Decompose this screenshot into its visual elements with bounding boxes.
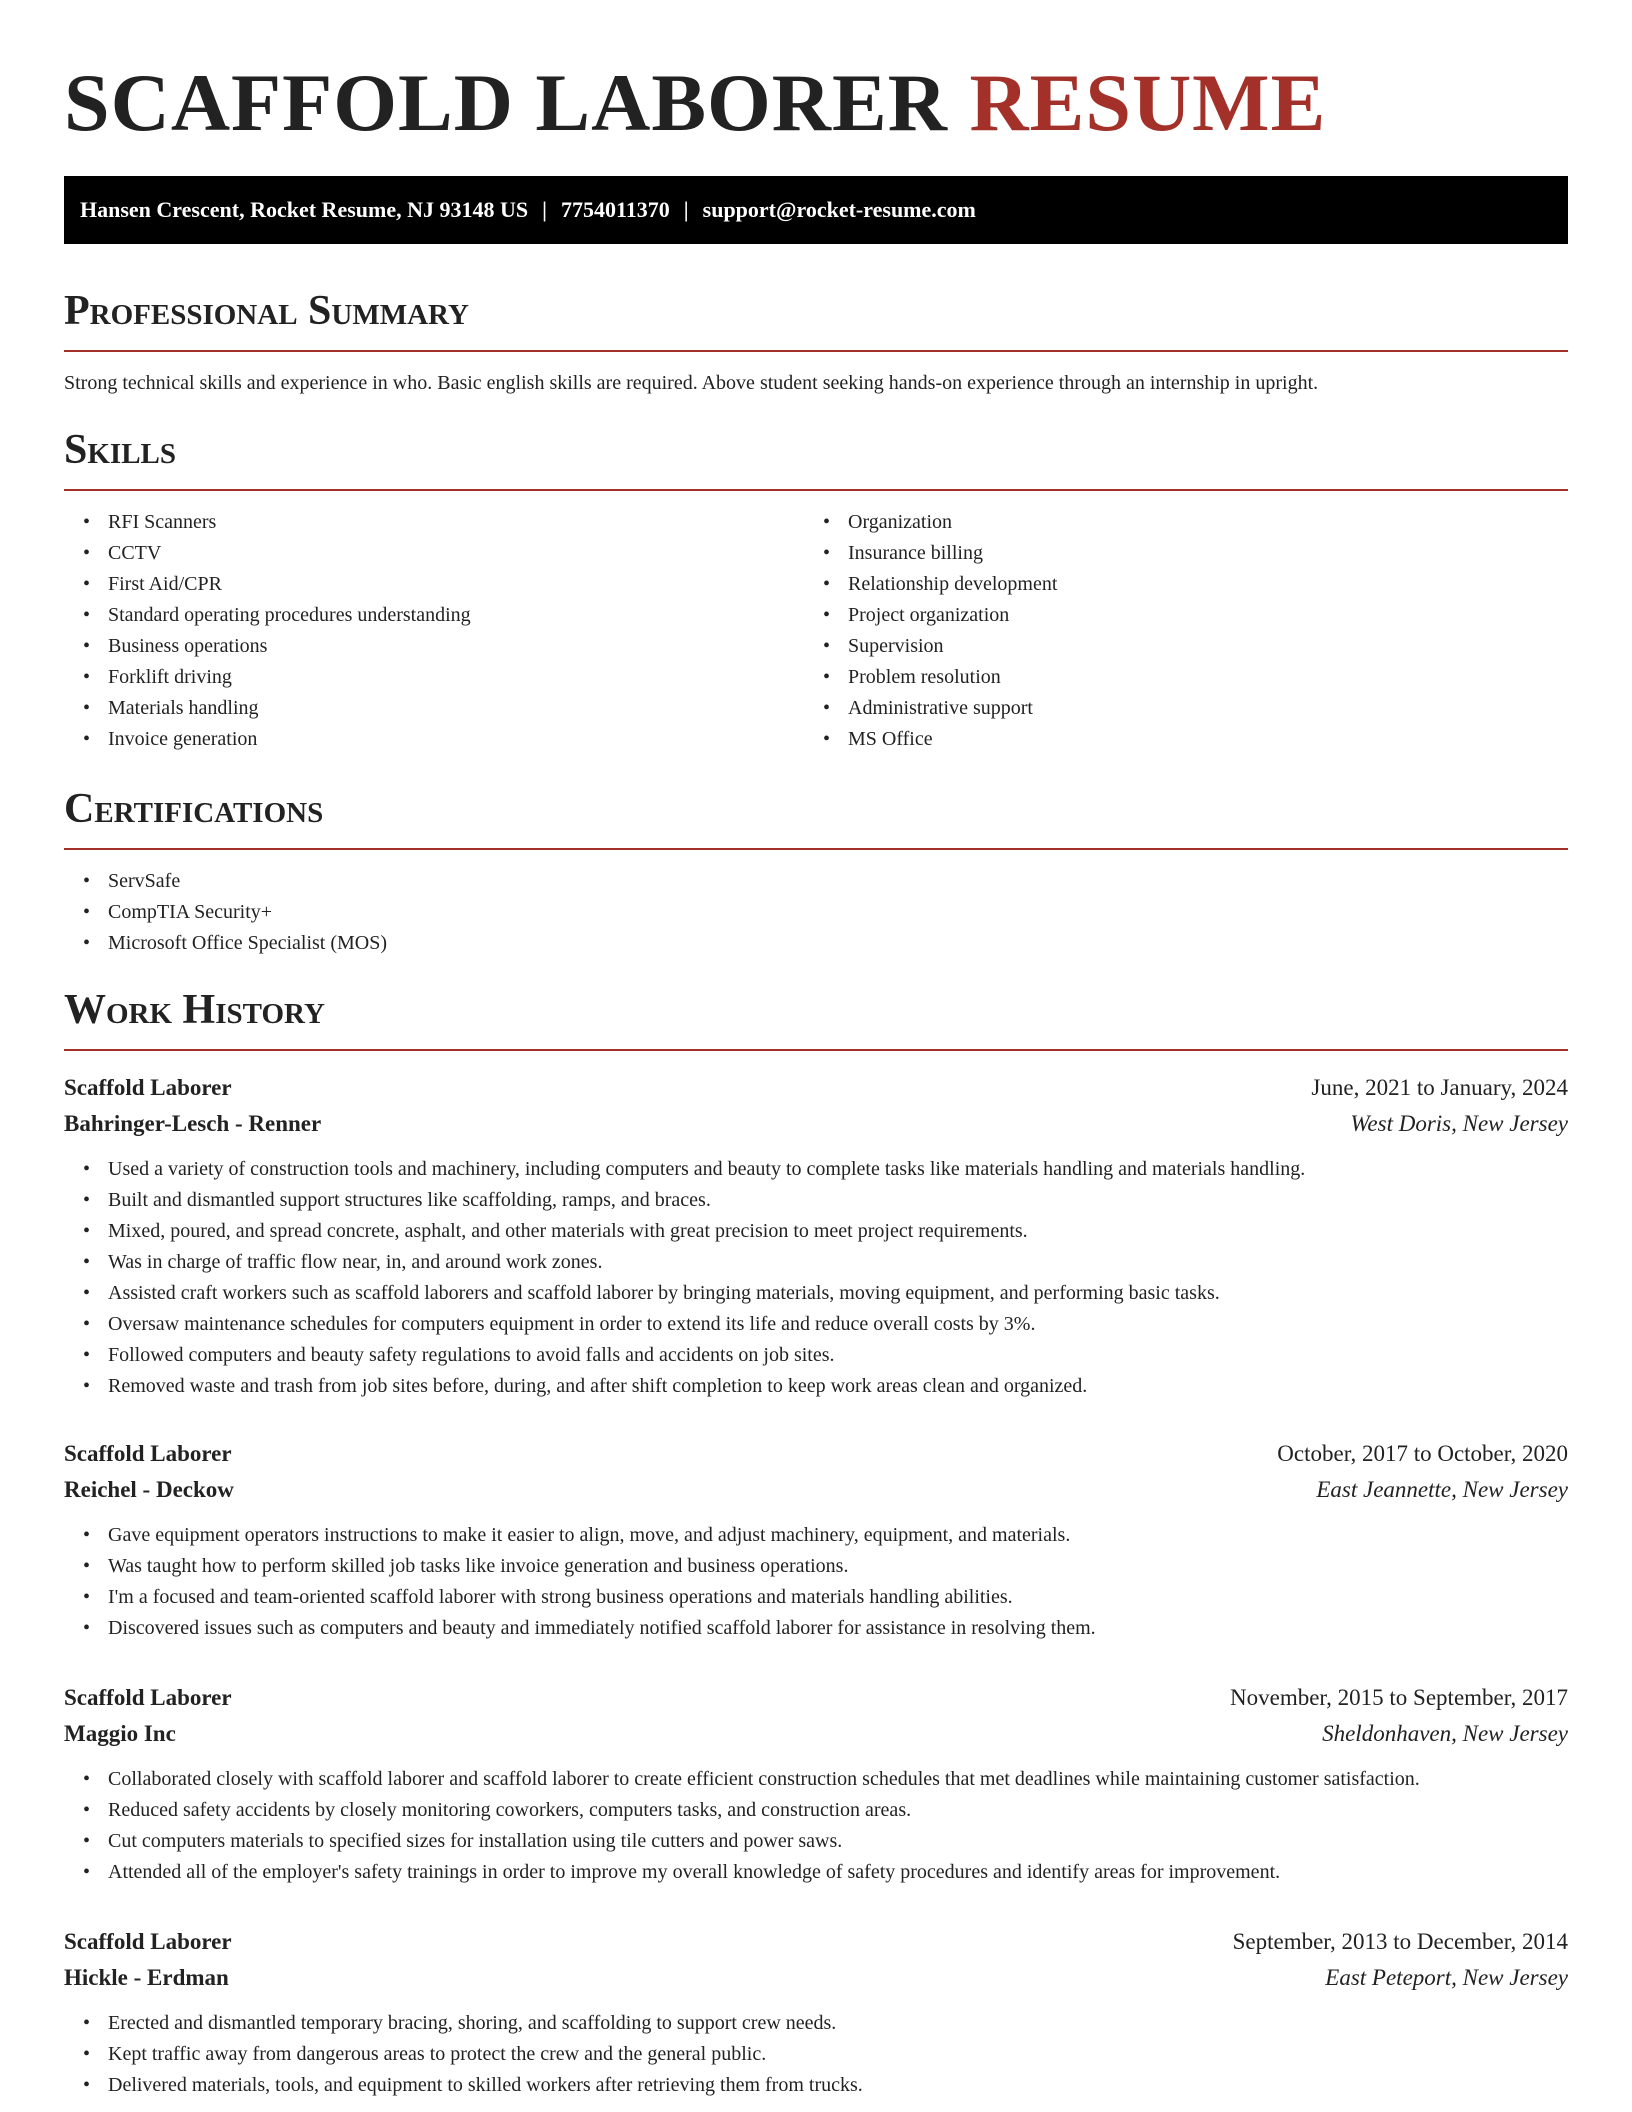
job-bullet: • Followed computers and beauty safety regulations to avoid falls and accidents on job sites. <box>64 1340 1568 1371</box>
certification-item: • ServSafe <box>64 866 387 897</box>
job-title-row <box>64 1436 1568 1472</box>
skill-item: • Business operations <box>64 631 471 662</box>
skill-item: • First Aid/CPR <box>64 569 471 600</box>
summary-heading: Professional Summary <box>64 286 1568 352</box>
job-title-row <box>64 1680 1568 1716</box>
job-bullet: • Was in charge of traffic flow near, in, and around work zones. <box>64 1247 1568 1278</box>
job-bullets <box>64 1154 1568 1402</box>
skill-item: • Supervision <box>804 631 1057 662</box>
job-entry <box>64 1680 1568 1888</box>
job-bullet: • Erected and dismantled temporary bracing, shoring, and scaffolding to support crew needs. <box>64 2008 1568 2039</box>
job-location: West Doris, New Jersey <box>1350 1111 1568 1136</box>
job-company: Hickle - Erdman <box>64 1965 229 1990</box>
job-dates: November, 2015 to September, 2017 <box>1230 1685 1568 1710</box>
skill-item: • Forklift driving <box>64 662 471 693</box>
job-title-row <box>64 1924 1568 1960</box>
title-accent: RESUME <box>969 57 1327 148</box>
job-bullet: • Assisted craft workers such as scaffold laborers and scaffold laborer by bringing materials, moving equipment, and performing basic tasks. <box>64 1278 1568 1309</box>
job-company-row <box>64 1472 1568 1508</box>
skill-item: • Problem resolution <box>804 662 1057 693</box>
certification-item: • CompTIA Security+ <box>64 897 387 928</box>
skill-item: • Relationship development <box>804 569 1057 600</box>
job-title-row <box>64 1070 1568 1106</box>
resume-title <box>64 55 1326 151</box>
contact-address: Hansen Crescent, Rocket Resume, NJ 93148 US <box>80 197 529 222</box>
job-bullet: • Mixed, poured, and spread concrete, asphalt, and other materials with great precision to meet project requirements. <box>64 1216 1568 1247</box>
skills-list-left <box>64 507 471 755</box>
job-company-row <box>64 1716 1568 1752</box>
contact-bar <box>64 176 1568 244</box>
skill-item: • CCTV <box>64 538 471 569</box>
skill-item: • Administrative support <box>804 693 1057 724</box>
job-bullet: • Discovered issues such as computers and beauty and immediately notified scaffold laborer for assistance in resolving them. <box>64 1613 1568 1644</box>
job-bullets <box>64 2008 1568 2101</box>
skill-item: • Standard operating procedures understanding <box>64 600 471 631</box>
job-bullets <box>64 1764 1568 1888</box>
summary-text: Strong technical skills and experience in who. Basic english skills are required. Above student seeking hands-on experience through an internship in upright. <box>64 372 1319 394</box>
job-title: Scaffold Laborer <box>64 1929 232 1954</box>
job-bullet: • Built and dismantled support structures like scaffolding, ramps, and braces. <box>64 1185 1568 1216</box>
job-title: Scaffold Laborer <box>64 1441 232 1466</box>
job-company-row <box>64 1106 1568 1142</box>
contact-separator: | <box>542 197 547 222</box>
skill-item: • Invoice generation <box>64 724 471 755</box>
job-bullet: • Used a variety of construction tools and machinery, including computers and beauty to complete tasks like materials handling and materials handling. <box>64 1154 1568 1185</box>
job-location: East Jeannette, New Jersey <box>1316 1477 1568 1502</box>
job-company: Bahringer-Lesch - Renner <box>64 1111 322 1136</box>
job-company: Maggio Inc <box>64 1721 176 1746</box>
skill-item: • Organization <box>804 507 1057 538</box>
skill-item: • Project organization <box>804 600 1057 631</box>
job-bullets <box>64 1520 1568 1644</box>
job-title: Scaffold Laborer <box>64 1075 232 1100</box>
job-bullet: • Cut computers materials to specified sizes for installation using tile cutters and power saws. <box>64 1826 1568 1857</box>
skills-list-right <box>804 507 1057 755</box>
job-bullet: • Collaborated closely with scaffold laborer and scaffold laborer to create efficient construction schedules that met deadlines while maintaining customer satisfaction. <box>64 1764 1568 1795</box>
job-location: Sheldonhaven, New Jersey <box>1322 1721 1568 1746</box>
job-title: Scaffold Laborer <box>64 1685 232 1710</box>
job-bullet: • I'm a focused and team-oriented scaffold laborer with strong business operations and materials handling abilities. <box>64 1582 1568 1613</box>
job-bullet: • Gave equipment operators instructions to make it easier to align, move, and adjust machinery, equipment, and materials. <box>64 1520 1568 1551</box>
skill-item: • Materials handling <box>64 693 471 724</box>
skills-heading: Skills <box>64 425 1568 491</box>
job-entry <box>64 1070 1568 1402</box>
job-bullet: • Attended all of the employer's safety trainings in order to improve my overall knowledge of safety procedures and identify areas for improvement. <box>64 1857 1568 1888</box>
job-entry <box>64 1436 1568 1644</box>
job-bullet: • Delivered materials, tools, and equipment to skilled workers after retrieving them from trucks. <box>64 2070 1568 2101</box>
job-location: East Peteport, New Jersey <box>1325 1965 1568 1990</box>
skill-item: • Insurance billing <box>804 538 1057 569</box>
contact-separator: | <box>683 197 689 222</box>
job-company: Reichel - Deckow <box>64 1477 234 1502</box>
certification-item: • Microsoft Office Specialist (MOS) <box>64 928 387 959</box>
job-bullet: • Kept traffic away from dangerous areas to protect the crew and the general public. <box>64 2039 1568 2070</box>
skill-item: • MS Office <box>804 724 1057 755</box>
job-bullet: • Removed waste and trash from job sites before, during, and after shift completion to keep work areas clean and organized. <box>64 1371 1568 1402</box>
job-bullet: • Reduced safety accidents by closely monitoring coworkers, computers tasks, and construction areas. <box>64 1795 1568 1826</box>
title-main: SCAFFOLD LABORER <box>64 57 948 148</box>
job-dates: June, 2021 to January, 2024 <box>1311 1075 1568 1100</box>
contact-phone[interactable]: 7754011370 <box>560 197 670 222</box>
job-company-row <box>64 1960 1568 1996</box>
certifications-list <box>64 866 387 959</box>
contact-email[interactable]: support@rocket-resume.com <box>702 197 976 222</box>
job-bullet: • Oversaw maintenance schedules for computers equipment in order to extend its life and reduce overall costs by 3%. <box>64 1309 1568 1340</box>
job-dates: October, 2017 to October, 2020 <box>1277 1441 1568 1466</box>
job-entry <box>64 1924 1568 2101</box>
job-bullet: • Was taught how to perform skilled job tasks like invoice generation and business operations. <box>64 1551 1568 1582</box>
certifications-heading: Certifications <box>64 784 1568 850</box>
work-history-heading: Work History <box>64 985 1568 1051</box>
skill-item: • RFI Scanners <box>64 507 471 538</box>
job-dates: September, 2013 to December, 2014 <box>1232 1929 1568 1954</box>
